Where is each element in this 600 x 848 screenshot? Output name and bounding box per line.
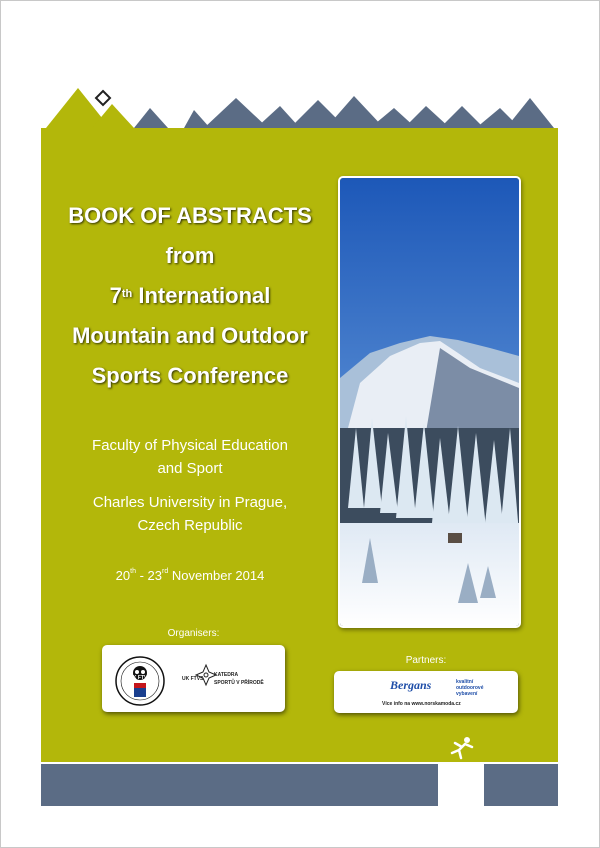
- mountain-peak-slate-1: [134, 108, 168, 128]
- title-line-5: Sports Conference: [91, 363, 289, 388]
- climber-icon: [447, 736, 477, 762]
- organisers-card: [102, 645, 285, 712]
- host-line-3: Charles University in Prague,: [92, 494, 288, 511]
- title-ordinal-number: 7: [109, 283, 122, 308]
- host-line-1: Faculty of Physical Education: [92, 437, 288, 454]
- conference-dates: [46, 568, 334, 583]
- mountain-peak-slate-8: [404, 106, 450, 128]
- title-line-2: from: [165, 243, 215, 268]
- dept-logo-line-2: SPORTŮ V PŘÍRODĚ: [214, 680, 264, 686]
- date-end-suffix: rd: [161, 568, 169, 575]
- partners-card: [334, 671, 518, 713]
- book-title: [46, 196, 334, 396]
- title-line-4: Mountain and Outdoor: [72, 323, 308, 348]
- mountain-peak-slate-6: [326, 96, 384, 128]
- host-institution: [46, 434, 334, 537]
- host-line-4: Czech Republic: [137, 517, 243, 534]
- edelweiss-icon: [196, 665, 216, 685]
- date-rest: November 2014: [168, 568, 265, 583]
- diamond-outline-icon: [96, 91, 110, 105]
- dept-logo-left: UK FTVS: [182, 676, 204, 682]
- partners-label: Partners:: [405, 655, 447, 666]
- date-mid: - 23: [135, 568, 162, 583]
- seal-caption: UK FTVS: [129, 675, 151, 681]
- title-line-1: BOOK OF ABSTRACTS: [68, 203, 312, 228]
- snowy-mountain-photo: [338, 176, 521, 628]
- mountain-peak-slate-2: [184, 110, 210, 128]
- mountain-peak-slate-9: [440, 106, 484, 128]
- footer-notch: [438, 764, 484, 808]
- date-start-suffix: th: [130, 568, 136, 575]
- title-line-3: [46, 276, 334, 316]
- mountain-skyline: [0, 0, 600, 134]
- date-start: 20: [115, 568, 131, 583]
- title-line-3-rest: International: [132, 283, 271, 308]
- photo-illustration: [340, 178, 519, 626]
- title-ordinal-suffix: th: [121, 288, 133, 300]
- bergans-logo: Bergans: [390, 678, 432, 692]
- dept-logo-line-1: KATEDRA: [214, 672, 239, 678]
- partner-tagline-3: vybavení: [456, 691, 478, 697]
- organisers-label: Organisers:: [167, 628, 220, 639]
- partner-tagline-1: kvalitní: [456, 679, 474, 685]
- partner-tagline-2: outdoorové: [456, 685, 484, 691]
- partner-website: Více info na www.norskamoda.cz: [382, 701, 461, 707]
- mountain-peak-slate-11: [506, 98, 554, 128]
- mountain-peak-slate-3: [204, 98, 268, 128]
- host-line-2: and Sport: [157, 460, 223, 477]
- seal-emblem: [116, 657, 164, 705]
